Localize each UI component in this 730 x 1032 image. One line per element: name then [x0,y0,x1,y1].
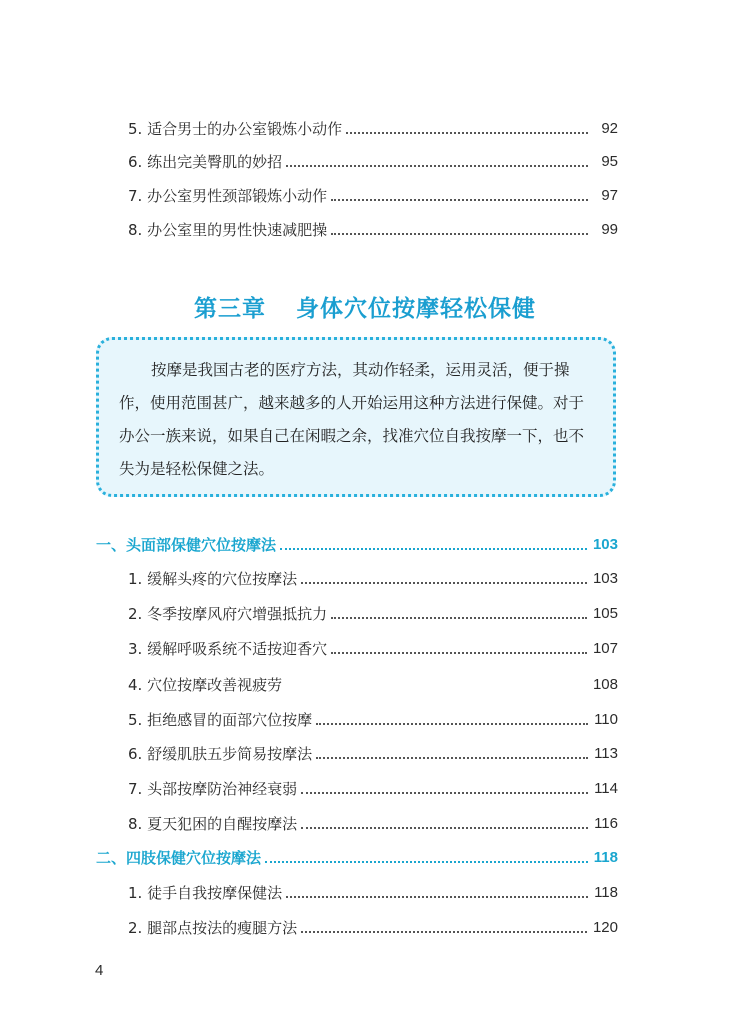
toc-section[interactable] [96,536,618,554]
section-page: 103 [592,536,618,553]
toc-entry[interactable] [128,745,618,763]
entry-title: 5. 拒绝感冒的面部穴位按摩 [128,711,313,729]
toc-entry[interactable] [128,570,618,588]
entry-page: 107 [592,640,618,657]
dot-leader [280,548,587,550]
entry-title: 4. 穴位按摩改善视疲劳 [128,676,283,694]
entry-title: 8. 办公室里的男性快速减肥操 [128,221,328,239]
section-title: 一、头面部保健穴位按摩法 [96,536,277,554]
toc-entry[interactable] [128,605,618,623]
entry-page: 97 [601,187,618,204]
entry-page: 110 [594,711,618,728]
dot-leader [286,896,588,898]
section-title: 二、四肢保健穴位按摩法 [96,849,262,867]
dot-leader [301,931,587,933]
toc-entry[interactable] [128,187,618,205]
entry-title: 7. 办公室男性颈部锻炼小动作 [128,187,328,205]
entry-title: 1. 徒手自我按摩保健法 [128,884,283,902]
entry-title: 7. 头部按摩防治神经衰弱 [128,780,298,798]
toc-entry[interactable] [128,120,618,138]
toc-entry[interactable] [128,640,618,658]
chapter-intro-text: 按摩是我国古老的医疗方法，其动作轻柔，运用灵活，便于操作，使用范围甚广，越来越多的人开始运用这种方法进行保健。对于办公一族来说，如果自己在闲暇之余，找准穴位自我按摩一下，也不失为是轻松保健之法。 [119,361,585,478]
dot-leader [316,723,588,725]
entry-page: 108 [592,676,618,693]
entry-title: 8. 夏天犯困的自醒按摩法 [128,815,298,833]
entry-page: 113 [594,745,618,762]
toc-entry[interactable] [128,780,618,798]
toc-entry[interactable] [128,919,618,937]
entry-page: 95 [601,153,618,170]
entry-title: 1. 缓解头疼的穴位按摩法 [128,570,298,588]
toc-section[interactable] [96,849,618,867]
dot-leader [301,582,587,584]
entry-title: 5. 适合男士的办公室锻炼小动作 [128,120,343,138]
section-page: 118 [593,849,618,866]
chapter-title [0,290,730,323]
toc-entry[interactable] [128,815,618,833]
toc-entry[interactable] [128,884,618,902]
entry-page: 105 [592,605,618,622]
entry-page: 92 [601,120,618,137]
dot-leader [331,617,587,619]
entry-title: 6. 练出完美臀肌的妙招 [128,153,283,171]
entry-page: 118 [594,884,618,901]
entry-title: 2. 腿部点按法的瘦腿方法 [128,919,298,937]
toc-entry[interactable] [128,711,618,729]
entry-page: 120 [592,919,618,936]
entry-page: 114 [594,780,618,797]
dot-leader [331,652,587,654]
entry-page: 103 [592,570,618,587]
dot-leader [265,861,588,863]
toc-entry[interactable] [128,676,618,694]
toc-entry[interactable] [128,221,618,239]
entry-title: 3. 缓解呼吸系统不适按迎香穴 [128,640,328,658]
page-number: 4 [95,962,104,979]
chapter-number: 第三章 [194,296,266,322]
entry-title: 6. 舒缓肌肤五步简易按摩法 [128,745,313,763]
chapter-name: 身体穴位按摩轻松保健 [296,296,536,322]
dot-leader [301,827,588,829]
dot-leader [286,165,588,167]
chapter-intro-box [96,337,616,497]
dot-leader [346,132,588,134]
entry-page: 116 [594,815,618,832]
dot-leader [331,233,588,235]
dot-leader [316,757,588,759]
entry-page: 99 [601,221,618,238]
dot-leader [301,792,588,794]
toc-entry[interactable] [128,153,618,171]
entry-title: 2. 冬季按摩风府穴增强抵抗力 [128,605,328,623]
dot-leader [331,199,588,201]
